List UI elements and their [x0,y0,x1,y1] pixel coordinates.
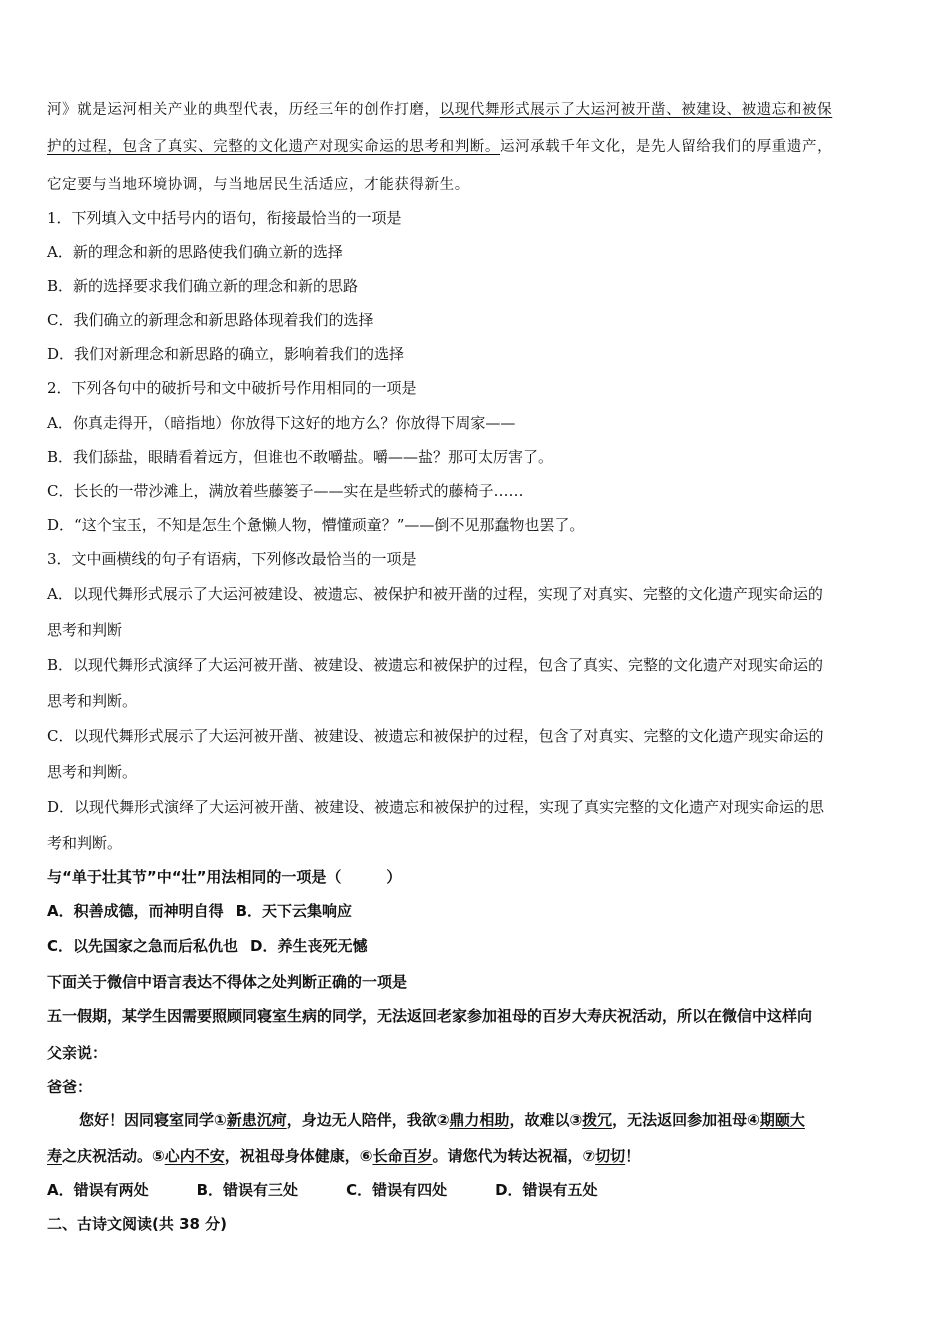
marked-phrase-4-cont: 寿 [47,1147,63,1165]
question-3-option-a-cont: 思考和判断 [47,621,123,639]
marked-phrase-5: 心内不安 [164,1147,225,1165]
question-3-option-a: A．以现代舞形式展示了大运河被建设、被遗忘、被保护和被开凿的过程，实现了对真实、完整的文化遗产现实命运的 [47,585,823,603]
question-4-options-row-1 [47,901,352,921]
message-text: 之庆祝活动。⑤ [62,1147,165,1165]
question-3-option-b-cont: 思考和判断。 [47,692,138,710]
question-4-option-c: C．以先国家之急而后私仇也 [47,937,239,955]
question-3-option-d-cont: 考和判断。 [47,834,123,852]
question-1-option-c: C．我们确立的新理念和新思路体现着我们的选择 [47,311,374,329]
question-3-option-c: C．以现代舞形式展示了大运河被开凿、被建设、被遗忘和被保护的过程，包含了对真实、完整的文化遗产现实命运的 [47,727,824,745]
passage-line-3: 它定要与当地环境协调，与当地居民生活适应，才能获得新生。 [47,177,470,193]
question-2-option-d: D．“这个宝玉，不知是怎生个惫懒人物，懵懂顽童？”——倒不见那蠢物也罢了。 [47,516,585,534]
question-5-options [47,1180,598,1200]
question-2-stem: 2．下列各句中的破折号和文中破折号作用相同的一项是 [47,379,417,397]
message-text: ，故难以③ [509,1111,583,1129]
question-5-context-2: 父亲说： [47,1044,108,1062]
marked-phrase-1: 新患沉疴 [226,1111,287,1129]
question-5-option-b: B．错误有三处 [196,1181,299,1199]
marked-phrase-6: 长命百岁 [372,1147,433,1165]
question-5-salutation: 爸爸： [47,1078,93,1096]
marked-phrase-2: 鼎力相助 [449,1111,510,1129]
message-text: ，身边无人陪伴，我欲② [286,1111,450,1129]
question-5-message-line-1 [79,1110,805,1130]
question-2-option-a: A．你真走得开，（暗指地）你放得下这好的地方么？你放得下周家—— [47,414,516,432]
message-text: 。请您代为转达祝福，⑦ [432,1147,596,1165]
question-4-option-a: A．积善成德，而神明自得 [47,902,224,920]
passage-line-1 [47,100,832,120]
message-text: ！ [625,1147,641,1165]
question-1-option-a: A．新的理念和新的思路使我们确立新的选择 [47,243,343,261]
question-3-option-d: D．以现代舞形式演绎了大运河被开凿、被建设、被遗忘和被保护的过程，实现了真实完整的文化遗产对现实命运的思 [47,798,825,816]
message-text: ，无法返回参加祖母④ [612,1111,760,1129]
question-5-option-a: A．错误有两处 [47,1181,149,1199]
message-text: 您好！因同寝室同学① [79,1111,227,1129]
passage-text: 运河承载千年文化，是先人留给我们的厚重遗产， [500,139,833,155]
question-4-stem: 与“单于壮其节”中“壮”用法相同的一项是（ ） [47,868,402,886]
marked-phrase-7: 切切 [595,1147,626,1165]
question-5-option-c: C．错误有四处 [346,1181,448,1199]
section-heading: 二、古诗文阅读(共 38 分) [47,1215,228,1233]
question-4-option-b: B．天下云集响应 [235,902,353,920]
underlined-sentence: 以现代舞形式展示了大运河被开凿、被建设、被遗忘和被保 [439,102,833,118]
question-1-option-b: B．新的选择要求我们确立新的理念和新的思路 [47,277,359,295]
question-4-options-row-2 [47,936,367,956]
question-3-option-b: B．以现代舞形式演绎了大运河被开凿、被建设、被遗忘和被保护的过程，包含了真实、完整的文化遗产对现实命运的 [47,656,824,674]
message-text: ，祝祖母身体健康，⑥ [224,1147,373,1165]
question-1-option-d: D．我们对新理念和新思路的确立，影响着我们的选择 [47,345,405,363]
underlined-sentence: 护的过程，包含了真实、完整的文化遗产对现实命运的思考和判断。 [47,139,500,155]
marked-phrase-3: 拨冗 [582,1111,613,1129]
passage-text: 河》就是运河相关产业的典型代表，历经三年的创作打磨， [47,102,440,118]
question-3-stem: 3．文中画横线的句子有语病，下列修改最恰当的一项是 [47,550,417,568]
question-5-option-d: D．错误有五处 [495,1181,598,1199]
passage-line-2 [47,137,832,157]
question-2-option-c: C．长长的一带沙滩上，满放着些藤篓子——实在是些轿式的藤椅子…… [47,482,524,500]
question-5-context-1: 五一假期，某学生因需要照顾同寝室生病的同学，无法返回老家参加祖母的百岁大寿庆祝活动，所以在微信中这样向 [47,1007,813,1025]
marked-phrase-4: 期颐大 [759,1111,805,1129]
question-1-stem: 1．下列填入文中括号内的语句，衔接最恰当的一项是 [47,209,402,227]
question-5-message-line-2 [47,1146,640,1166]
question-4-option-d: D．养生丧死无憾 [250,937,368,955]
question-2-option-b: B．我们舔盐，眼睛看着远方，但谁也不敢嚼盐。嚼——盐？那可太厉害了。 [47,448,554,466]
question-3-option-c-cont: 思考和判断。 [47,763,138,781]
question-5-stem: 下面关于微信中语言表达不得体之处判断正确的一项是 [47,973,408,991]
